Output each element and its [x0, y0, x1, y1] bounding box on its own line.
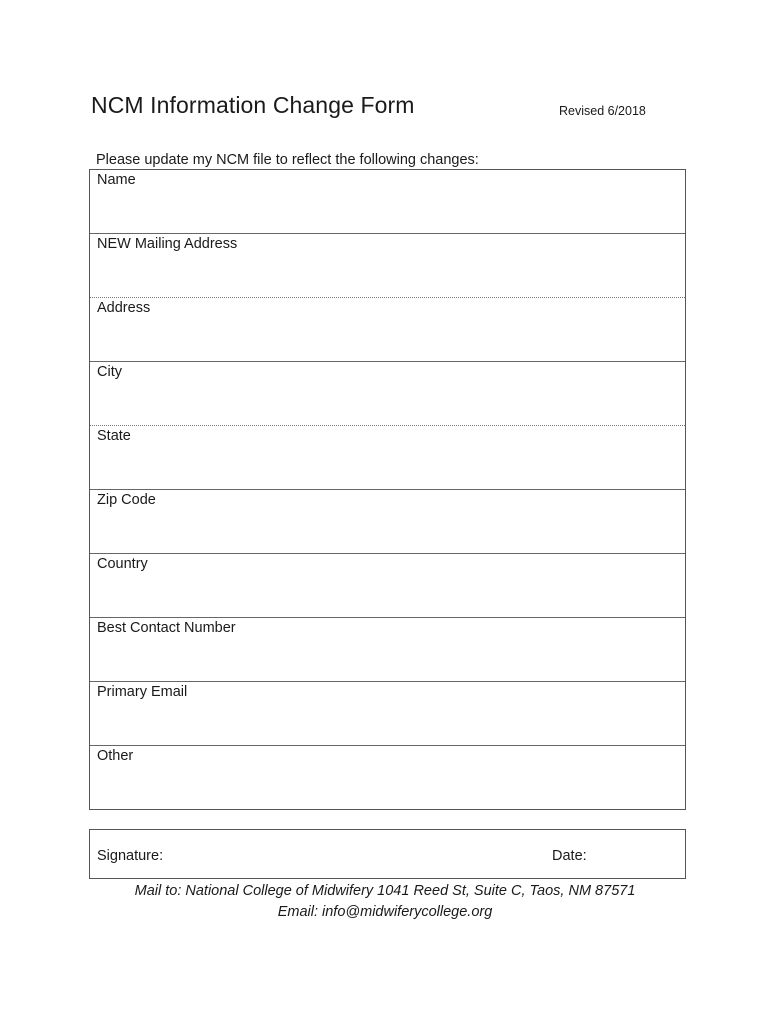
- primary-email-row: [90, 682, 685, 746]
- date-label: Date:: [552, 848, 587, 864]
- zip-code-input[interactable]: [90, 510, 689, 552]
- mail-to-line: Mail to: National College of Midwifery 1041 Reed St, Suite C, Taos, NM 87571: [134, 883, 636, 899]
- signature-input[interactable]: [170, 840, 534, 872]
- new-mailing-address-row: [90, 234, 685, 298]
- name-input[interactable]: [90, 190, 689, 232]
- country-input[interactable]: [90, 574, 689, 616]
- best-contact-number-row: [90, 618, 685, 682]
- primary-email-label: Primary Email: [97, 684, 188, 700]
- country-label: Country: [97, 556, 148, 572]
- address-input[interactable]: [90, 318, 689, 360]
- signature-box: [89, 829, 686, 879]
- information-fields-box: [89, 169, 686, 810]
- best-contact-number-label: Best Contact Number: [97, 620, 236, 636]
- state-input[interactable]: [90, 446, 689, 488]
- new-mailing-address-label: NEW Mailing Address: [97, 236, 238, 252]
- city-row: [90, 362, 685, 426]
- zip-code-row: [90, 490, 685, 554]
- zip-code-label: Zip Code: [97, 492, 156, 508]
- city-label: City: [97, 364, 122, 380]
- mailing-instructions: [0, 881, 770, 923]
- other-row: [90, 746, 685, 810]
- email-line: Email: info@midwiferycollege.org: [277, 904, 493, 920]
- country-row: [90, 554, 685, 618]
- new-mailing-address-input[interactable]: [90, 254, 689, 296]
- page-title: NCM Information Change Form: [91, 92, 415, 118]
- date-input[interactable]: [592, 840, 684, 872]
- state-row: [90, 426, 685, 490]
- address-row: [90, 298, 685, 362]
- form-instructions: Please update my NCM file to reflect the following changes:: [96, 152, 479, 168]
- state-label: State: [97, 428, 131, 444]
- address-label: Address: [97, 300, 151, 316]
- name-row: [90, 170, 685, 234]
- primary-email-input[interactable]: [90, 702, 689, 744]
- other-label: Other: [97, 748, 134, 764]
- city-input[interactable]: [90, 382, 689, 424]
- signature-label: Signature:: [97, 848, 164, 864]
- revision-date: Revised 6/2018: [559, 104, 646, 118]
- best-contact-number-input[interactable]: [90, 638, 689, 680]
- name-label: Name: [97, 172, 136, 188]
- other-input[interactable]: [90, 766, 689, 808]
